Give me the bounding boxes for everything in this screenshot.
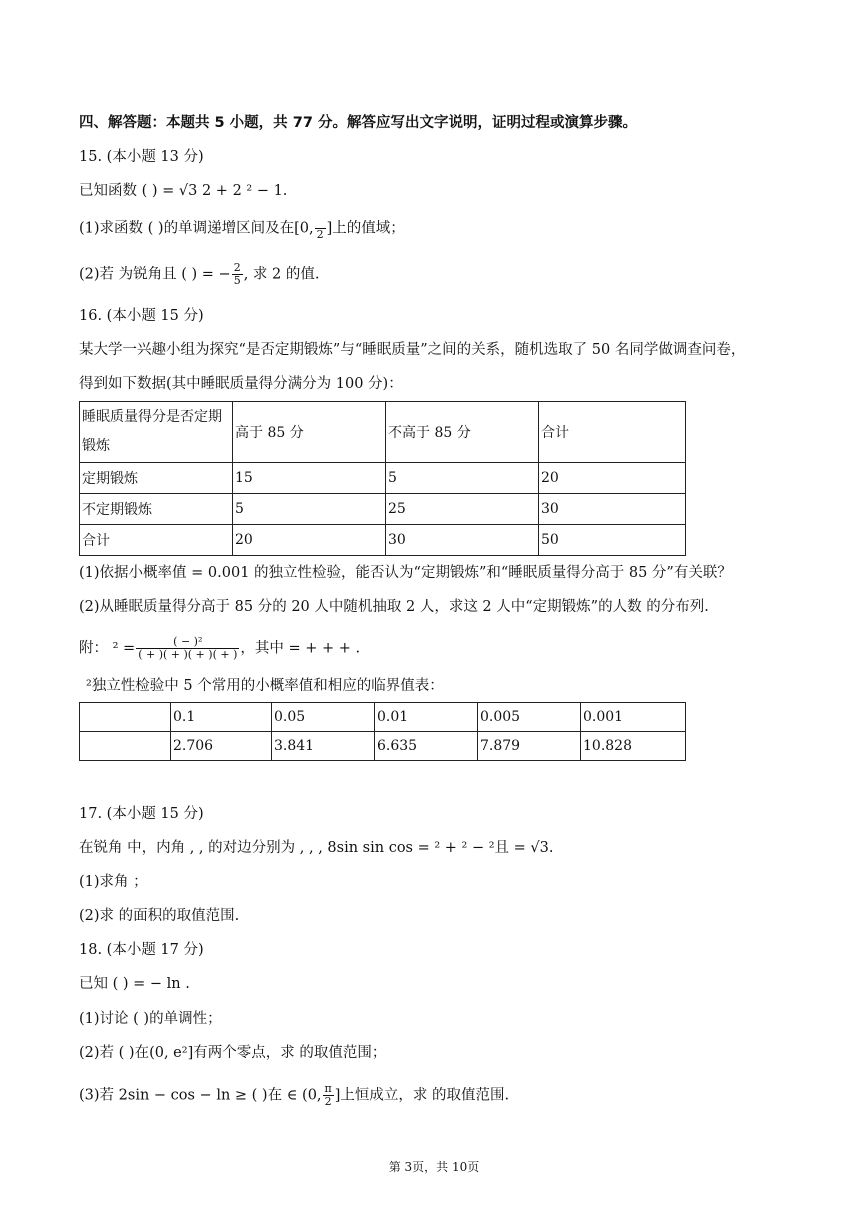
q15-part2-text-b: , 求 2 的值. — [243, 266, 320, 283]
table-cell: 高于 85 分 — [233, 402, 386, 463]
q16-appendix-formula — [79, 636, 360, 661]
q17-part2: (2)求 的面积的取值范围. — [79, 908, 240, 924]
fraction-numerator: ( − )² — [136, 636, 239, 649]
table-cell: 30 — [539, 494, 686, 525]
q17-part1: (1)求角 ； — [79, 874, 148, 890]
fraction-numerator: π — [324, 1082, 332, 1095]
table-cell: 0.1 — [171, 703, 272, 732]
q18-part3-fraction — [323, 1083, 334, 1108]
q15-part2-fraction — [232, 262, 243, 287]
table-cell: 0.005 — [478, 703, 581, 732]
table-row — [80, 463, 686, 494]
q16-part2: (2)从睡眠质量得分高于 85 分的 20 人中随机抽取 2 人，求这 2 人中“定期锻炼”的人数 的分布列. — [79, 599, 709, 615]
q18-part3-text-b: ]上恒成立，求 的取值范围. — [334, 1087, 510, 1104]
q18-part1: (1)讨论 ( )的单调性； — [79, 1011, 222, 1027]
q15-part1-fraction — [315, 216, 326, 241]
q16-contingency-table — [79, 401, 686, 556]
table-cell: 50 — [539, 525, 686, 556]
table-cell: 不高于 85 分 — [386, 402, 539, 463]
table-cell: 合计 — [539, 402, 686, 463]
table-cell: 不定期锻炼 — [80, 494, 233, 525]
chi-square-fraction — [136, 636, 239, 661]
table-cell: 20 — [233, 525, 386, 556]
page-footer: 第 3页，共 10页 — [388, 1160, 480, 1174]
table-cell: 0.01 — [375, 703, 478, 732]
q18-part3 — [79, 1083, 509, 1108]
table-row — [80, 525, 686, 556]
appendix-text-a: 附： ² = — [79, 640, 136, 657]
q18-header: 18. (本小题 17 分) — [79, 942, 204, 958]
chi-square-critical-table — [79, 702, 686, 761]
chi-table-caption: ²独立性检验中 5 个常用的小概率值和相应的临界值表： — [86, 678, 444, 694]
table-cell: 合计 — [80, 525, 233, 556]
table-cell: 0.05 — [272, 703, 375, 732]
table-row — [80, 402, 686, 463]
table-cell: 7.879 — [478, 732, 581, 761]
q15-part1 — [79, 216, 405, 241]
q15-header: 15. (本小题 13 分) — [79, 149, 204, 165]
table-row — [80, 703, 686, 732]
table-row — [80, 732, 686, 761]
q18-function-definition: 已知 ( ) = − ln . — [79, 976, 190, 992]
q16-header: 16. (本小题 15 分) — [79, 308, 204, 324]
q16-intro-line2: 得到如下数据(其中睡眠质量得分满分为 100 分)： — [79, 376, 403, 392]
q15-part2-text-a: (2)若 为锐角且 ( ) = − — [79, 266, 231, 283]
section-title: 四、解答题：本题共 5 小题，共 77 分。解答应写出文字说明，证明过程或演算步骤。 — [79, 115, 637, 131]
table-cell: 30 — [386, 525, 539, 556]
table-row — [80, 494, 686, 525]
q18-part3-text-a: (3)若 2sin − cos − ln ≥ ( )在 ∈ (0, — [79, 1087, 322, 1104]
table-cell: 20 — [539, 463, 686, 494]
table-cell: 6.635 — [375, 732, 478, 761]
table-cell: 10.828 — [581, 732, 686, 761]
fraction-denominator: 2 — [324, 1095, 332, 1108]
fraction-denominator: ( + )( + )( + )( + ) — [138, 648, 238, 661]
q16-intro-line1: 某大学一兴趣小组为探究“是否定期锻炼”与“睡眠质量”之间的关系，随机选取了 50 名同学做调查问卷， — [79, 342, 746, 358]
q15-part1-text-a: (1)求函数 ( )的单调递增区间及在[0, — [79, 220, 314, 237]
q18-part2: (2)若 ( )在(0, e²]有两个零点，求 的取值范围； — [79, 1045, 387, 1061]
table-cell: 5 — [386, 463, 539, 494]
table-cell — [80, 703, 171, 732]
table-cell: 睡眠质量得分是否定期锻炼 — [80, 402, 233, 463]
table-cell: 25 — [386, 494, 539, 525]
table-cell: 2.706 — [171, 732, 272, 761]
table-cell: 3.841 — [272, 732, 375, 761]
appendix-text-b: ，其中 = + + + . — [240, 640, 361, 657]
q15-function-definition: 已知函数 ( ) = √3 2 + 2 ² − 1. — [79, 183, 288, 199]
table-cell: 定期锻炼 — [80, 463, 233, 494]
table-cell — [80, 732, 171, 761]
fraction-denominator: 2 — [316, 228, 324, 241]
q16-part1: (1)依据小概率值 = 0.001 的独立性检验，能否认为“定期锻炼”和“睡眠质量得分高于 85 分”有关联？ — [79, 565, 732, 581]
fraction-denominator: 5 — [233, 274, 241, 287]
q17-statement: 在锐角 中，内角 , , 的对边分别为 , , , 8sin sin cos = ² + ² − ²且 = √3. — [79, 840, 554, 856]
q15-part1-text-b: ]上的值域； — [326, 220, 405, 237]
fraction-numerator: 2 — [233, 261, 241, 274]
table-cell: 0.001 — [581, 703, 686, 732]
table-cell: 15 — [233, 463, 386, 494]
q15-part2 — [79, 262, 319, 287]
q17-header: 17. (本小题 15 分) — [79, 806, 204, 822]
table-cell: 5 — [233, 494, 386, 525]
